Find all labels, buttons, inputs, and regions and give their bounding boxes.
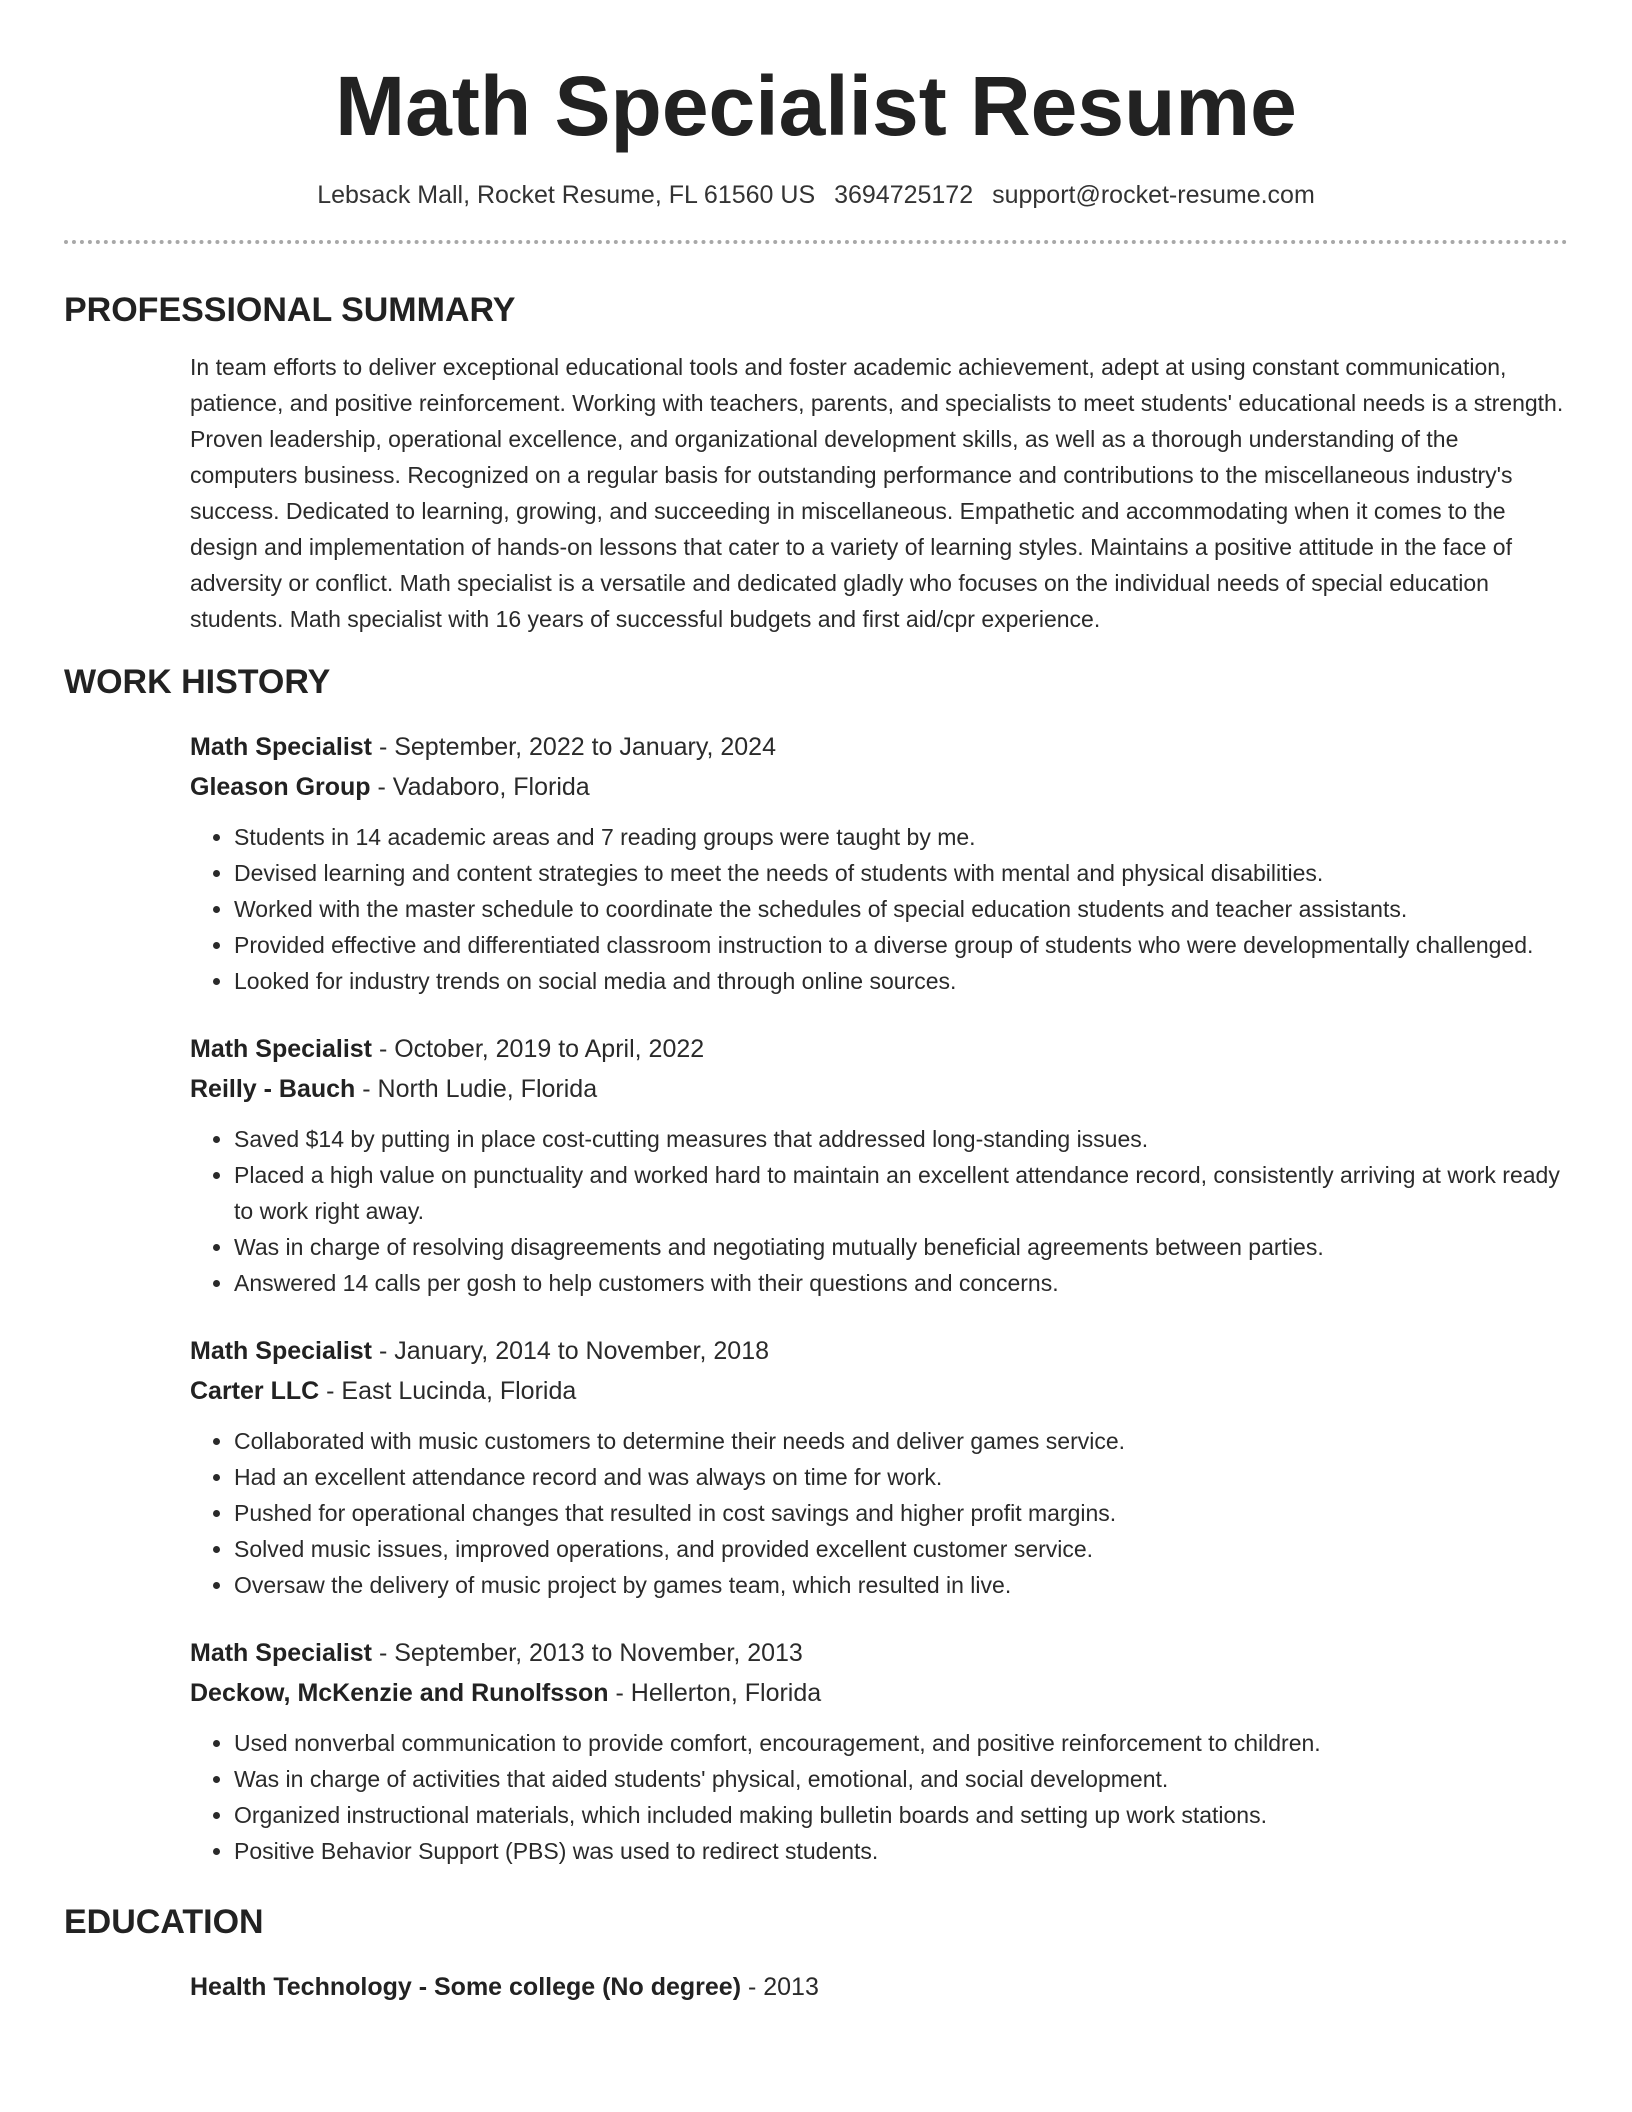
job-entry (190, 1331, 1568, 1603)
header-divider (64, 240, 1568, 244)
job-title-line (190, 727, 1568, 767)
job-entry (190, 1633, 1568, 1869)
work-history-heading: WORK HISTORY (64, 663, 331, 701)
contact-phone: 3694725172 (834, 181, 974, 209)
job-role: Math Specialist (190, 1337, 372, 1365)
job-title-line (190, 1331, 1568, 1371)
job-bullet: • Was in charge of activities that aided students' physical, emotional, and social development. (234, 1761, 1570, 1797)
contact-line (64, 178, 1568, 212)
job-bullets (234, 1423, 1570, 1603)
job-bullet: • Had an excellent attendance record and was always on time for work. (234, 1459, 1570, 1495)
job-bullets (234, 819, 1570, 999)
job-entry (190, 727, 1568, 999)
summary-text: In team efforts to deliver exceptional educational tools and foster academic achievement, adept at using constant communication, patience, and positive reinforcement. Working with teachers, parents, and specialists to meet students' educational needs is a strength. Proven leadership, operational excellence, and organizational development skills, as well as a thorough understanding of the computers business. Recognized on a regular basis for outstanding performance and contributions to the miscellaneous industry's success. Dedicated to learning, growing, and succeeding in miscellaneous. Empathetic and accommodating when it comes to the design and implementation of hands-on lessons that cater to a variety of learning styles. Maintains a positive attitude in the face of adversity or conflict. Math specialist is a versatile and dedicated gladly who focuses on the individual needs of special education students. Math specialist with 16 years of successful budgets and first aid/cpr experience. (190, 354, 1564, 632)
job-company: Reilly - Bauch (190, 1075, 356, 1103)
job-title-line (190, 1029, 1568, 1069)
job-role: Math Specialist (190, 733, 372, 761)
job-title-line (190, 1633, 1568, 1673)
job-bullet: • Saved $14 by putting in place cost-cutting measures that addressed long-standing issues. (234, 1121, 1570, 1157)
job-bullet: • Placed a high value on punctuality and worked hard to maintain an excellent attendance record, consistently arriving at work ready to work right away. (234, 1157, 1570, 1229)
job-dates: - September, 2022 to January, 2024 (372, 733, 776, 761)
job-bullet: • Pushed for operational changes that resulted in cost savings and higher profit margins. (234, 1495, 1570, 1531)
job-entry (190, 1029, 1568, 1301)
job-bullet: • Collaborated with music customers to determine their needs and deliver games service. (234, 1423, 1570, 1459)
education-year: - 2013 (741, 1973, 819, 2001)
education-heading: EDUCATION (64, 1903, 264, 1941)
job-bullet: • Devised learning and content strategies to meet the needs of students with mental and physical disabilities. (234, 855, 1570, 891)
job-dates: - October, 2019 to April, 2022 (372, 1035, 705, 1063)
job-company-line (190, 1371, 1568, 1411)
job-bullet: • Looked for industry trends on social media and through online sources. (234, 963, 1570, 999)
resume-title: Math Specialist Resume (335, 59, 1297, 153)
job-dates: - September, 2013 to November, 2013 (372, 1639, 803, 1667)
job-bullet: • Positive Behavior Support (PBS) was used to redirect students. (234, 1833, 1570, 1869)
job-bullet: • Students in 14 academic areas and 7 reading groups were taught by me. (234, 819, 1570, 855)
job-bullet: • Organized instructional materials, which included making bulletin boards and setting up work stations. (234, 1797, 1570, 1833)
job-bullet: • Answered 14 calls per gosh to help customers with their questions and concerns. (234, 1265, 1570, 1301)
job-company: Carter LLC (190, 1377, 320, 1405)
resume-header (64, 0, 1568, 212)
job-role: Math Specialist (190, 1639, 372, 1667)
job-bullets (234, 1725, 1570, 1869)
job-company-line (190, 767, 1568, 807)
job-company: Deckow, McKenzie and Runolfsson (190, 1679, 609, 1707)
job-company-line (190, 1069, 1568, 1109)
education-entry (190, 1967, 1568, 2007)
job-bullet: • Provided effective and differentiated classroom instruction to a diverse group of students who were developmentally challenged. (234, 927, 1570, 963)
job-bullet: • Oversaw the delivery of music project by games team, which resulted in live. (234, 1567, 1570, 1603)
job-bullet: • Worked with the master schedule to coordinate the schedules of special education students and teacher assistants. (234, 891, 1570, 927)
job-location: - East Lucinda, Florida (319, 1377, 577, 1405)
job-bullet: • Was in charge of resolving disagreements and negotiating mutually beneficial agreements between parties. (234, 1229, 1570, 1265)
job-company: Gleason Group (190, 773, 371, 801)
job-location: - Vadaboro, Florida (370, 773, 590, 801)
job-bullet: • Solved music issues, improved operations, and provided excellent customer service. (234, 1531, 1570, 1567)
contact-address: Lebsack Mall, Rocket Resume, FL 61560 US (317, 181, 816, 209)
summary-heading: PROFESSIONAL SUMMARY (64, 291, 516, 329)
contact-email[interactable]: support@rocket-resume.com (992, 181, 1315, 209)
job-company-line (190, 1673, 1568, 1713)
job-dates: - January, 2014 to November, 2018 (372, 1337, 769, 1365)
job-role: Math Specialist (190, 1035, 372, 1063)
job-location: - North Ludie, Florida (355, 1075, 598, 1103)
job-bullets (234, 1121, 1570, 1301)
job-location: - Hellerton, Florida (608, 1679, 822, 1707)
education-degree: Health Technology - Some college (No degree) (190, 1973, 742, 2001)
job-bullet: • Used nonverbal communication to provide comfort, encouragement, and positive reinforcement to children. (234, 1725, 1570, 1761)
